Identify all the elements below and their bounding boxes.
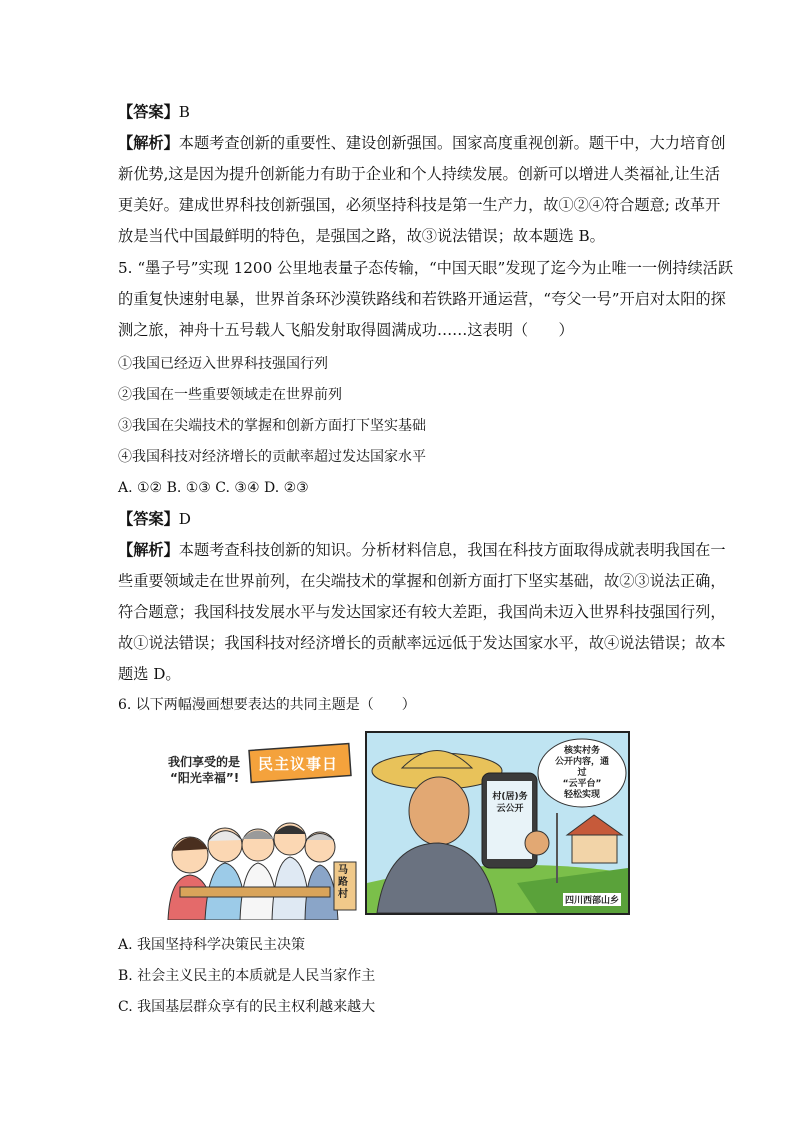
analysis-line: 放是当代中国最鲜明的特色，是强国之路，故③说法错误；故本题选 B。	[118, 227, 605, 245]
answer-options: A. ①② B. ①③ C. ③④ D. ②③	[118, 480, 309, 496]
speech-text: 我们享受的是	[168, 755, 241, 769]
question-stem-line: 6. 以下两幅漫画想要表达的共同主题是（ ）	[118, 697, 416, 713]
cartoon-right	[365, 731, 630, 915]
answer-value: B	[178, 103, 190, 121]
bubble-line: 轻松实现	[563, 790, 600, 800]
village-sign-text: 马路村	[338, 865, 348, 900]
analysis-line: 新优势,这是因为提升创新能力有助于企业和个人持续发展。创新可以增进人类福祉,让生活	[118, 165, 720, 183]
answer-value: D	[178, 510, 191, 528]
cartoon-left	[160, 727, 360, 920]
answer-line	[118, 102, 678, 122]
cartoon-images	[160, 727, 632, 920]
analysis-line: 符合题意；我国科技发展水平与发达国家还有较大差距，我国尚未迈入世界科技强国行列，	[118, 603, 726, 621]
phone-line: 云公开	[496, 804, 524, 814]
statement-item: ②我国在一些重要领域走在世界前列	[118, 387, 342, 403]
answer-tag: 【答案】	[118, 510, 179, 528]
statement-item: ③我国在尖端技术的掌握和创新方面打下坚实基础	[118, 418, 426, 434]
analysis-line: 些重要领域走在世界前列，在尖端技术的掌握和创新方面打下坚实基础，故②③说法正确，	[118, 572, 726, 590]
choice-option: C. 我国基层群众享有的民主权利越来越大	[118, 999, 376, 1015]
analysis-text: 本题考查创新的重要性、建设创新强国。国家高度重视创新。题干中，大力培育创	[178, 134, 726, 152]
analysis-line: 故①说法错误；我国科技对经济增长的贡献率远远低于发达国家水平，故④说法错误；故本	[118, 634, 726, 652]
question-stem-line: 5. “墨子号”实现 1200 公里地表量子态传输，“中国天眼”发现了迄今为止唯一一例持续活跃	[118, 259, 734, 277]
bubble-line: 核实村务	[563, 746, 600, 756]
question-stem-line: 的重复快速射电暴，世界首条环沙漠铁路线和若铁路开通运营，“夸父一号”开启对太阳的探	[118, 290, 726, 308]
speech-text: “阳光幸福”!	[170, 771, 240, 785]
analysis-line: 更美好。建成世界科技创新强国，必须坚持科技是第一生产力，故①②④符合题意; 改革开	[118, 196, 721, 214]
choice-option: B. 社会主义民主的本质就是人民当家作主	[118, 968, 376, 984]
question-stem-line: 测之旅，神舟十五号载人飞船发射取得圆满成功……这表明（ ）	[118, 321, 574, 339]
speech-bubble	[553, 746, 611, 801]
caption-text: 四川西部山乡	[563, 893, 621, 906]
analysis-line	[118, 540, 726, 560]
banner-text: 民主议事日	[258, 755, 339, 773]
analysis-line	[118, 133, 726, 153]
analysis-text: 本题考查科技创新的知识。分析材料信息，我国在科技方面取得成就表明我国在一	[178, 541, 726, 559]
choice-option: A. 我国坚持科学决策民主决策	[118, 937, 306, 953]
analysis-tag: 【解析】	[118, 134, 179, 152]
analysis-line: 题选 D。	[118, 665, 181, 683]
phone-line: 村(居)务	[492, 792, 528, 802]
bubble-line: “云平台”	[562, 779, 602, 789]
bubble-line: 公开内容，通过	[554, 757, 609, 778]
phone-screen-text	[489, 791, 531, 815]
statement-item: ④我国科技对经济增长的贡献率超过发达国家水平	[118, 449, 426, 465]
answer-line	[118, 509, 678, 529]
statement-item: ①我国已经迈入世界科技强国行列	[118, 356, 328, 372]
analysis-tag: 【解析】	[118, 541, 179, 559]
answer-tag: 【答案】	[118, 103, 179, 121]
